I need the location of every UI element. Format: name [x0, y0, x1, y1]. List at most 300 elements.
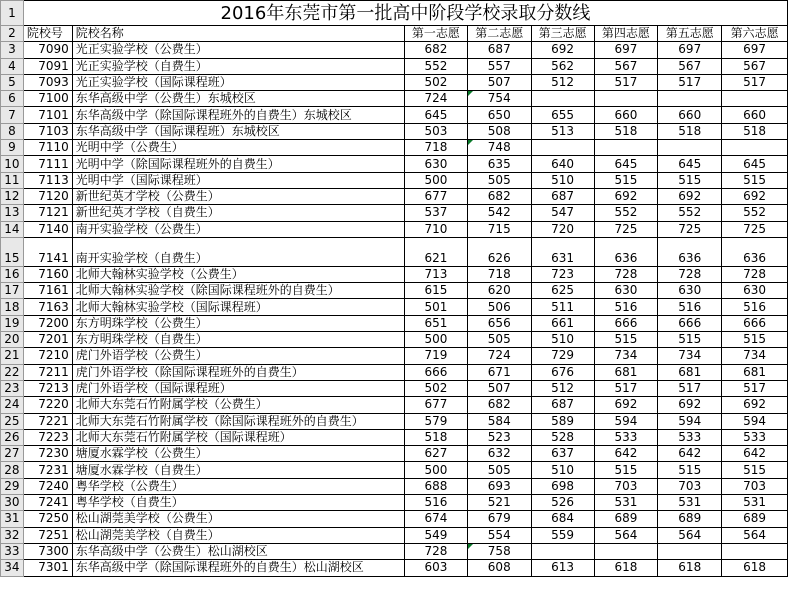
school-name-cell[interactable]: 东华高级中学（除国际课程班外的自费生）东城校区	[72, 107, 404, 123]
school-name-cell[interactable]: 新世纪英才学校（自费生）	[72, 205, 404, 221]
sheet-title[interactable]: 2016年东莞市第一批高中阶段学校录取分数线	[23, 1, 787, 26]
row-number[interactable]: 3	[1, 42, 24, 58]
row-number[interactable]: 1	[1, 1, 24, 26]
school-code-cell[interactable]: 7160	[23, 266, 72, 282]
school-name-cell[interactable]: 虎门外语学校（除国际课程班外的自费生）	[72, 364, 404, 380]
score-cell[interactable]: 660	[658, 107, 722, 123]
row-number[interactable]: 28	[1, 462, 24, 478]
school-code-cell[interactable]: 7141	[23, 237, 72, 266]
score-cell[interactable]: 719	[405, 348, 468, 364]
score-cell[interactable]: 666	[405, 364, 468, 380]
score-cell[interactable]: 640	[531, 156, 594, 172]
school-code-cell[interactable]: 7101	[23, 107, 72, 123]
score-cell[interactable]: 507	[467, 380, 531, 396]
school-code-cell[interactable]: 7213	[23, 380, 72, 396]
school-code-cell[interactable]: 7231	[23, 462, 72, 478]
score-cell[interactable]: 515	[658, 332, 722, 348]
row-number[interactable]: 11	[1, 172, 24, 188]
score-cell[interactable]	[531, 91, 594, 107]
score-cell[interactable]: 517	[722, 380, 788, 396]
score-cell[interactable]: 677	[405, 188, 468, 204]
score-cell[interactable]: 710	[405, 221, 468, 237]
score-cell[interactable]: 510	[531, 462, 594, 478]
score-cell[interactable]: 729	[531, 348, 594, 364]
score-cell[interactable]: 636	[722, 237, 788, 266]
school-code-cell[interactable]: 7201	[23, 332, 72, 348]
score-cell[interactable]: 589	[531, 413, 594, 429]
score-cell[interactable]: 547	[531, 205, 594, 221]
score-cell[interactable]: 703	[658, 478, 722, 494]
row-number[interactable]: 5	[1, 74, 24, 90]
score-cell[interactable]: 502	[405, 74, 468, 90]
score-cell[interactable]: 506	[467, 299, 531, 315]
school-name-cell[interactable]: 东方明珠学校（自费生）	[72, 332, 404, 348]
score-cell[interactable]: 515	[722, 332, 788, 348]
row-number[interactable]: 13	[1, 205, 24, 221]
score-cell[interactable]: 677	[405, 397, 468, 413]
score-cell[interactable]: 594	[594, 413, 658, 429]
score-cell[interactable]: 508	[467, 123, 531, 139]
school-code-cell[interactable]: 7110	[23, 140, 72, 156]
score-cell[interactable]: 567	[594, 58, 658, 74]
score-cell[interactable]: 630	[658, 283, 722, 299]
school-code-cell[interactable]: 7210	[23, 348, 72, 364]
score-cell[interactable]: 594	[722, 413, 788, 429]
score-cell[interactable]: 689	[594, 511, 658, 527]
school-name-cell[interactable]: 光明中学（除国际课程班外的自费生）	[72, 156, 404, 172]
score-cell[interactable]: 692	[531, 42, 594, 58]
row-number[interactable]: 27	[1, 446, 24, 462]
school-name-cell[interactable]: 虎门外语学校（公费生）	[72, 348, 404, 364]
score-cell[interactable]: 507	[467, 74, 531, 90]
score-cell[interactable]: 517	[722, 74, 788, 90]
table-row	[1, 543, 788, 559]
school-code-cell[interactable]: 7103	[23, 123, 72, 139]
school-code-cell[interactable]: 7221	[23, 413, 72, 429]
school-code-cell[interactable]: 7093	[23, 74, 72, 90]
score-cell[interactable]: 725	[722, 221, 788, 237]
score-cell[interactable]: 689	[658, 511, 722, 527]
score-cell[interactable]: 518	[722, 123, 788, 139]
score-cell[interactable]: 505	[467, 172, 531, 188]
score-cell[interactable]: 630	[722, 283, 788, 299]
score-cell[interactable]: 603	[405, 560, 468, 576]
score-cell[interactable]: 523	[467, 429, 531, 445]
score-cell[interactable]: 567	[722, 58, 788, 74]
score-cell[interactable]: 661	[531, 315, 594, 331]
score-cell[interactable]: 515	[594, 172, 658, 188]
score-cell[interactable]: 642	[594, 446, 658, 462]
score-cell[interactable]: 517	[594, 380, 658, 396]
score-cell[interactable]: 511	[531, 299, 594, 315]
score-cell[interactable]	[594, 91, 658, 107]
score-cell[interactable]: 517	[658, 74, 722, 90]
score-cell[interactable]: 754	[467, 91, 531, 107]
score-cell[interactable]: 512	[531, 380, 594, 396]
row-number[interactable]: 29	[1, 478, 24, 494]
school-name-cell[interactable]: 新世纪英才学校（公费生）	[72, 188, 404, 204]
score-cell[interactable]: 636	[594, 237, 658, 266]
score-cell[interactable]: 554	[467, 527, 531, 543]
row-number[interactable]: 10	[1, 156, 24, 172]
score-cell[interactable]: 692	[722, 188, 788, 204]
school-code-cell[interactable]: 7230	[23, 446, 72, 462]
row-number[interactable]: 2	[1, 26, 24, 42]
score-cell[interactable]: 725	[658, 221, 722, 237]
school-name-cell[interactable]: 塘厦水霖学校（公费生）	[72, 446, 404, 462]
score-cell[interactable]: 642	[722, 446, 788, 462]
score-cell[interactable]: 660	[722, 107, 788, 123]
score-cell[interactable]: 531	[658, 495, 722, 511]
score-cell[interactable]: 728	[594, 266, 658, 282]
school-name-cell[interactable]: 北师大东莞石竹附属学校（除国际课程班外的自费生）	[72, 413, 404, 429]
score-cell[interactable]: 503	[405, 123, 468, 139]
score-cell[interactable]: 515	[594, 332, 658, 348]
score-cell[interactable]: 625	[531, 283, 594, 299]
score-cell[interactable]: 500	[405, 462, 468, 478]
score-cell[interactable]: 660	[594, 107, 658, 123]
row-number[interactable]: 30	[1, 495, 24, 511]
score-cell[interactable]: 688	[405, 478, 468, 494]
score-cell[interactable]: 655	[531, 107, 594, 123]
score-cell[interactable]	[594, 543, 658, 559]
row-number[interactable]: 20	[1, 332, 24, 348]
score-cell[interactable]: 584	[467, 413, 531, 429]
school-code-cell[interactable]: 7251	[23, 527, 72, 543]
score-cell[interactable]: 650	[467, 107, 531, 123]
score-cell[interactable]: 666	[594, 315, 658, 331]
school-name-cell[interactable]: 东华高级中学（除国际课程班外的自费生）松山湖校区	[72, 560, 404, 576]
score-cell[interactable]	[658, 140, 722, 156]
school-code-cell[interactable]: 7121	[23, 205, 72, 221]
row-number[interactable]: 17	[1, 283, 24, 299]
score-cell[interactable]: 559	[531, 527, 594, 543]
score-cell[interactable]: 513	[531, 123, 594, 139]
school-code-cell[interactable]: 7250	[23, 511, 72, 527]
score-cell[interactable]: 724	[405, 91, 468, 107]
score-cell[interactable]: 723	[531, 266, 594, 282]
score-cell[interactable]: 758	[467, 543, 531, 559]
school-code-cell[interactable]: 7220	[23, 397, 72, 413]
score-cell[interactable]: 501	[405, 299, 468, 315]
score-cell[interactable]: 627	[405, 446, 468, 462]
score-cell[interactable]: 579	[405, 413, 468, 429]
score-cell[interactable]: 515	[658, 172, 722, 188]
school-name-cell[interactable]: 塘厦水霖学校（自费生）	[72, 462, 404, 478]
row-number[interactable]: 16	[1, 266, 24, 282]
score-cell[interactable]: 564	[658, 527, 722, 543]
score-cell[interactable]: 681	[594, 364, 658, 380]
score-cell[interactable]: 692	[594, 188, 658, 204]
score-cell[interactable]: 718	[405, 140, 468, 156]
score-cell[interactable]: 515	[722, 462, 788, 478]
school-name-cell[interactable]: 光明中学（公费生）	[72, 140, 404, 156]
score-cell[interactable]: 645	[405, 107, 468, 123]
score-cell[interactable]: 552	[405, 58, 468, 74]
row-number[interactable]: 19	[1, 315, 24, 331]
school-code-cell[interactable]: 7120	[23, 188, 72, 204]
school-code-cell[interactable]: 7301	[23, 560, 72, 576]
school-code-cell[interactable]: 7111	[23, 156, 72, 172]
score-cell[interactable]: 715	[467, 221, 531, 237]
score-cell[interactable]: 533	[658, 429, 722, 445]
row-number[interactable]: 25	[1, 413, 24, 429]
score-cell[interactable]: 693	[467, 478, 531, 494]
school-code-cell[interactable]: 7200	[23, 315, 72, 331]
score-cell[interactable]: 594	[658, 413, 722, 429]
row-number[interactable]: 15	[1, 237, 24, 266]
score-cell[interactable]: 682	[467, 188, 531, 204]
score-cell[interactable]: 734	[594, 348, 658, 364]
school-name-cell[interactable]: 光正实验学校（公费生）	[72, 42, 404, 58]
row-number[interactable]: 7	[1, 107, 24, 123]
score-cell[interactable]: 533	[594, 429, 658, 445]
score-cell[interactable]: 666	[722, 315, 788, 331]
header-cell[interactable]: 第四志愿	[594, 26, 658, 42]
score-cell[interactable]: 542	[467, 205, 531, 221]
score-cell[interactable]: 505	[467, 462, 531, 478]
school-code-cell[interactable]: 7113	[23, 172, 72, 188]
school-code-cell[interactable]: 7140	[23, 221, 72, 237]
score-cell[interactable]: 645	[658, 156, 722, 172]
row-number[interactable]: 6	[1, 91, 24, 107]
score-cell[interactable]: 528	[531, 429, 594, 445]
score-cell[interactable]: 697	[658, 42, 722, 58]
score-cell[interactable]: 516	[722, 299, 788, 315]
score-cell[interactable]: 642	[658, 446, 722, 462]
score-cell[interactable]: 562	[531, 58, 594, 74]
score-cell[interactable]: 515	[658, 462, 722, 478]
score-cell[interactable]: 531	[722, 495, 788, 511]
school-name-cell[interactable]: 粤华学校（自费生）	[72, 495, 404, 511]
score-cell[interactable]: 681	[722, 364, 788, 380]
score-cell[interactable]: 734	[658, 348, 722, 364]
school-name-cell[interactable]: 虎门外语学校（国际课程班）	[72, 380, 404, 396]
score-cell[interactable]: 682	[405, 42, 468, 58]
score-cell[interactable]: 518	[594, 123, 658, 139]
score-cell[interactable]: 674	[405, 511, 468, 527]
row-number[interactable]: 21	[1, 348, 24, 364]
school-name-cell[interactable]: 北师大翰林实验学校（国际课程班）	[72, 299, 404, 315]
score-cell[interactable]: 626	[467, 237, 531, 266]
score-cell[interactable]: 552	[658, 205, 722, 221]
score-cell[interactable]: 502	[405, 380, 468, 396]
score-cell[interactable]: 682	[467, 397, 531, 413]
score-cell[interactable]: 567	[658, 58, 722, 74]
score-cell[interactable]: 621	[405, 237, 468, 266]
score-cell[interactable]	[722, 91, 788, 107]
score-cell[interactable]: 687	[531, 188, 594, 204]
score-cell[interactable]: 552	[722, 205, 788, 221]
score-cell[interactable]: 516	[405, 495, 468, 511]
score-cell[interactable]: 676	[531, 364, 594, 380]
score-cell[interactable]: 681	[658, 364, 722, 380]
score-cell[interactable]: 692	[722, 397, 788, 413]
score-cell[interactable]: 517	[594, 74, 658, 90]
row-number[interactable]: 24	[1, 397, 24, 413]
score-cell[interactable]: 613	[531, 560, 594, 576]
score-cell[interactable]: 687	[467, 42, 531, 58]
school-name-cell[interactable]: 东方明珠学校（公费生）	[72, 315, 404, 331]
score-cell[interactable]: 636	[658, 237, 722, 266]
score-cell[interactable]: 517	[658, 380, 722, 396]
score-cell[interactable]: 687	[531, 397, 594, 413]
score-cell[interactable]: 728	[722, 266, 788, 282]
score-cell[interactable]: 518	[658, 123, 722, 139]
score-cell[interactable]: 510	[531, 172, 594, 188]
row-number[interactable]: 12	[1, 188, 24, 204]
row-number[interactable]: 9	[1, 140, 24, 156]
score-cell[interactable]: 564	[722, 527, 788, 543]
score-cell[interactable]: 635	[467, 156, 531, 172]
school-name-cell[interactable]: 粤华学校（公费生）	[72, 478, 404, 494]
score-cell[interactable]: 549	[405, 527, 468, 543]
score-cell[interactable]: 703	[594, 478, 658, 494]
score-cell[interactable]: 689	[722, 511, 788, 527]
header-cell[interactable]: 第五志愿	[658, 26, 722, 42]
score-cell[interactable]: 666	[658, 315, 722, 331]
school-name-cell[interactable]: 北师大东莞石竹附属学校（国际课程班）	[72, 429, 404, 445]
score-cell[interactable]: 518	[405, 429, 468, 445]
school-name-cell[interactable]: 南开实验学校（公费生）	[72, 221, 404, 237]
score-cell[interactable]: 516	[658, 299, 722, 315]
header-cell[interactable]: 第二志愿	[467, 26, 531, 42]
row-number[interactable]: 34	[1, 560, 24, 576]
school-name-cell[interactable]: 光明中学（国际课程班）	[72, 172, 404, 188]
score-cell[interactable]: 632	[467, 446, 531, 462]
score-cell[interactable]: 505	[467, 332, 531, 348]
row-number[interactable]: 26	[1, 429, 24, 445]
row-number[interactable]: 14	[1, 221, 24, 237]
school-code-cell[interactable]: 7100	[23, 91, 72, 107]
score-cell[interactable]	[658, 91, 722, 107]
row-number[interactable]: 32	[1, 527, 24, 543]
score-cell[interactable]: 703	[722, 478, 788, 494]
score-cell[interactable]: 564	[594, 527, 658, 543]
score-cell[interactable]: 637	[531, 446, 594, 462]
school-name-cell[interactable]: 光正实验学校（国际课程班）	[72, 74, 404, 90]
score-cell[interactable]: 713	[405, 266, 468, 282]
school-code-cell[interactable]: 7241	[23, 495, 72, 511]
score-cell[interactable]: 692	[594, 397, 658, 413]
score-cell[interactable]	[722, 140, 788, 156]
header-cell[interactable]: 第一志愿	[405, 26, 468, 42]
score-cell[interactable]: 698	[531, 478, 594, 494]
score-cell[interactable]: 692	[658, 188, 722, 204]
score-cell[interactable]: 500	[405, 332, 468, 348]
school-code-cell[interactable]: 7211	[23, 364, 72, 380]
school-code-cell[interactable]: 7161	[23, 283, 72, 299]
score-cell[interactable]: 692	[658, 397, 722, 413]
score-cell[interactable]: 645	[722, 156, 788, 172]
school-name-cell[interactable]: 松山湖莞美学校（公费生）	[72, 511, 404, 527]
score-cell[interactable]: 533	[722, 429, 788, 445]
score-cell[interactable]: 515	[594, 462, 658, 478]
row-number[interactable]: 18	[1, 299, 24, 315]
row-number[interactable]: 8	[1, 123, 24, 139]
school-name-cell[interactable]: 光正实验学校（自费生）	[72, 58, 404, 74]
score-cell[interactable]: 552	[594, 205, 658, 221]
score-cell[interactable]: 618	[722, 560, 788, 576]
school-code-cell[interactable]: 7091	[23, 58, 72, 74]
score-cell[interactable]: 630	[405, 156, 468, 172]
score-cell[interactable]: 557	[467, 58, 531, 74]
score-cell[interactable]	[722, 543, 788, 559]
score-cell[interactable]: 608	[467, 560, 531, 576]
score-cell[interactable]	[531, 140, 594, 156]
school-code-cell[interactable]: 7223	[23, 429, 72, 445]
score-cell[interactable]: 728	[658, 266, 722, 282]
score-cell[interactable]: 631	[531, 237, 594, 266]
school-code-cell[interactable]: 7300	[23, 543, 72, 559]
school-code-cell[interactable]: 7163	[23, 299, 72, 315]
school-name-cell[interactable]: 北师大翰林实验学校（除国际课程班外的自费生）	[72, 283, 404, 299]
score-cell[interactable]: 728	[405, 543, 468, 559]
row-number[interactable]: 31	[1, 511, 24, 527]
school-name-cell[interactable]: 东华高级中学（国际课程班）东城校区	[72, 123, 404, 139]
score-cell[interactable]: 651	[405, 315, 468, 331]
school-name-cell[interactable]: 南开实验学校（自费生）	[72, 237, 404, 266]
score-cell[interactable]: 630	[594, 283, 658, 299]
school-code-cell[interactable]: 7090	[23, 42, 72, 58]
header-cell[interactable]: 第三志愿	[531, 26, 594, 42]
score-cell[interactable]: 515	[722, 172, 788, 188]
score-cell[interactable]: 724	[467, 348, 531, 364]
score-cell[interactable]: 656	[467, 315, 531, 331]
score-cell[interactable]: 718	[467, 266, 531, 282]
header-cell[interactable]: 院校号	[23, 26, 72, 42]
header-cell[interactable]: 院校名称	[72, 26, 404, 42]
score-cell[interactable]: 510	[531, 332, 594, 348]
row-number[interactable]: 23	[1, 380, 24, 396]
score-cell[interactable]	[531, 543, 594, 559]
score-cell[interactable]: 720	[531, 221, 594, 237]
score-cell[interactable]: 516	[594, 299, 658, 315]
score-cell[interactable]: 725	[594, 221, 658, 237]
header-cell[interactable]: 第六志愿	[722, 26, 788, 42]
school-name-cell[interactable]: 松山湖莞美学校（自费生）	[72, 527, 404, 543]
score-cell[interactable]: 684	[531, 511, 594, 527]
score-cell[interactable]: 734	[722, 348, 788, 364]
row-number[interactable]: 22	[1, 364, 24, 380]
score-cell[interactable]: 618	[658, 560, 722, 576]
score-cell[interactable]	[658, 543, 722, 559]
score-cell[interactable]: 671	[467, 364, 531, 380]
score-cell[interactable]: 697	[722, 42, 788, 58]
score-cell[interactable]: 531	[594, 495, 658, 511]
score-cell[interactable]: 697	[594, 42, 658, 58]
school-code-cell[interactable]: 7240	[23, 478, 72, 494]
score-cell[interactable]: 537	[405, 205, 468, 221]
score-cell[interactable]	[594, 140, 658, 156]
row-number[interactable]: 33	[1, 543, 24, 559]
school-name-cell[interactable]: 北师大翰林实验学校（公费生）	[72, 266, 404, 282]
score-cell[interactable]: 500	[405, 172, 468, 188]
score-cell[interactable]: 512	[531, 74, 594, 90]
score-cell[interactable]: 645	[594, 156, 658, 172]
score-cell[interactable]: 620	[467, 283, 531, 299]
score-cell[interactable]: 526	[531, 495, 594, 511]
row-number[interactable]: 4	[1, 58, 24, 74]
school-name-cell[interactable]: 东华高级中学（公费生）松山湖校区	[72, 543, 404, 559]
school-name-cell[interactable]: 北师大东莞石竹附属学校（公费生）	[72, 397, 404, 413]
score-cell[interactable]: 748	[467, 140, 531, 156]
score-cell[interactable]: 679	[467, 511, 531, 527]
score-cell[interactable]: 615	[405, 283, 468, 299]
school-name-cell[interactable]: 东华高级中学（公费生）东城校区	[72, 91, 404, 107]
score-cell[interactable]: 618	[594, 560, 658, 576]
score-cell[interactable]: 521	[467, 495, 531, 511]
